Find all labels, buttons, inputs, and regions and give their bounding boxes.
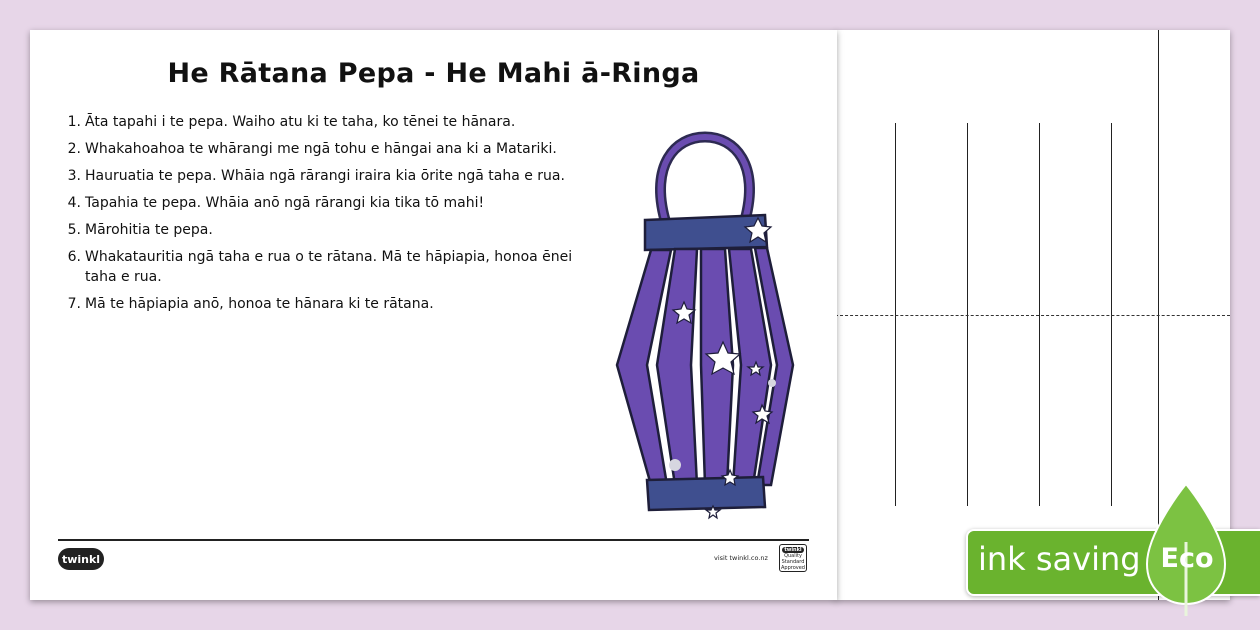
list-item: [67, 247, 600, 287]
list-item: [67, 294, 600, 314]
list-item: [67, 112, 600, 132]
instruction-sheet: [30, 30, 837, 600]
badge-text: Quality Standard Approved: [781, 553, 805, 571]
footer-divider: [58, 539, 809, 541]
step-number: 2.: [67, 141, 81, 157]
list-item: [67, 139, 600, 159]
quality-badge: [779, 544, 807, 572]
step-number: 1.: [67, 114, 81, 130]
list-item: [67, 220, 600, 240]
step-text: Mā te hāpiapia anō, honoa te hānara ki te rātana.: [85, 296, 434, 312]
step-number: 5.: [67, 222, 81, 238]
twinkl-logo: twinkl: [58, 548, 104, 570]
badge-logo: twinkl: [784, 547, 802, 553]
eco-banner-text: ink saving: [978, 540, 1141, 578]
list-item: [67, 166, 600, 186]
step-text: Hauruatia te pepa. Whāia ngā rārangi iraira kia ōrite ngā taha e rua.: [85, 168, 565, 184]
fold-line: [835, 315, 1230, 316]
step-text: Whakahoahoa te whārangi me ngā tohu e hāngai ana ki a Matariki.: [85, 141, 557, 157]
step-text: Āta tapahi i te pepa. Waiho atu ki te taha, ko tēnei te hānara.: [85, 114, 516, 130]
step-text: Mārohitia te pepa.: [85, 222, 213, 238]
step-text: Tapahia te pepa. Whāia anō ngā rārangi kia tika tō mahi!: [85, 195, 485, 211]
list-item: [67, 193, 600, 213]
page-title: He Rātana Pepa - He Mahi ā-Ringa: [167, 58, 700, 89]
step-text: Whakatauritia ngā taha e rua o te rātana. Mā te hāpiapia, honoa ēnei taha e rua.: [85, 249, 573, 285]
footer-url: visit twinkl.co.nz: [714, 554, 768, 562]
paper-lantern-icon: [605, 125, 805, 520]
step-number: 3.: [67, 168, 81, 184]
instruction-list: [67, 112, 600, 321]
step-number: 6.: [67, 249, 81, 265]
eco-label: Eco: [1160, 543, 1214, 574]
step-number: 4.: [67, 195, 81, 211]
step-number: 7.: [67, 296, 81, 312]
